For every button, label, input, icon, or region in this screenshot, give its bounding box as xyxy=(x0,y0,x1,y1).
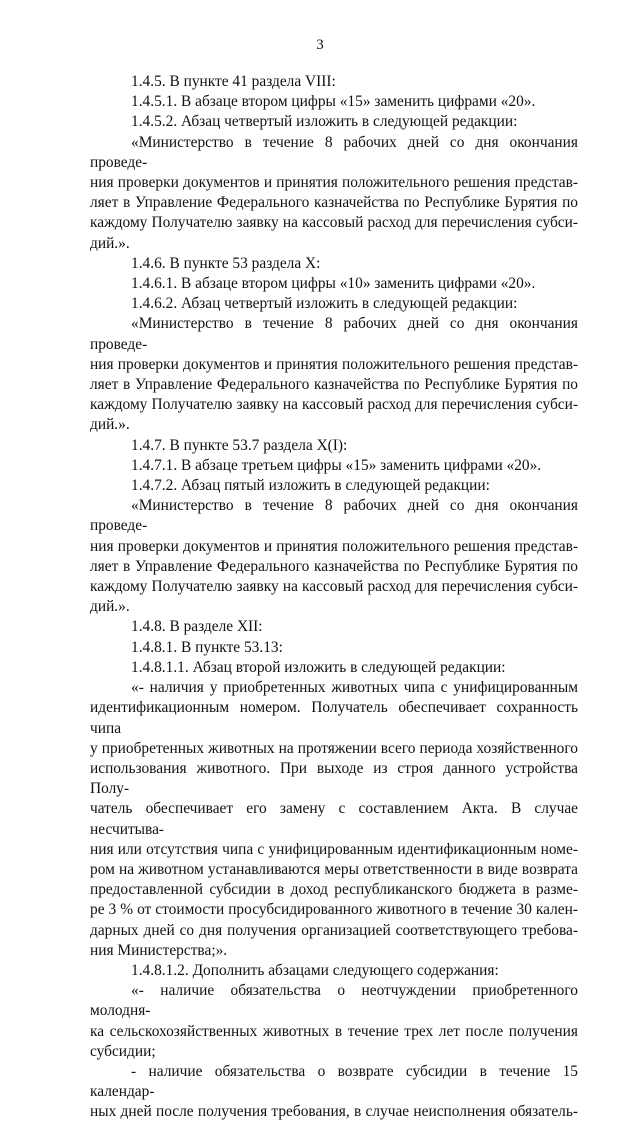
paragraph-line: 1.4.8.1.2. Дополнить абзацами следующего содержания: xyxy=(131,961,499,979)
paragraph xyxy=(90,456,578,476)
document-body xyxy=(90,72,578,1123)
paragraph-line: дарных дней со дня получения организацией соответствующего требова- xyxy=(90,921,578,939)
paragraph-line: 1.4.5. В пункте 41 раздела VIII: xyxy=(131,73,336,90)
paragraph-line: ляет в Управление Федерального казначейства по Республике Бурятия по xyxy=(90,194,578,212)
paragraph-line: ром на животном устанавливаются меры ответственности в виде возврата xyxy=(90,860,578,878)
paragraph-line: 1.4.5.1. В абзаце втором цифры «15» заменить цифрами «20». xyxy=(131,93,536,111)
paragraph-line: 1.4.8.1.1. Абзац второй изложить в следующей редакции: xyxy=(131,658,506,676)
paragraph-line: дий.». xyxy=(90,234,130,252)
paragraph-line: 1.4.6.1. В абзаце втором цифры «10» заменить цифрами «20». xyxy=(131,275,536,293)
paragraph xyxy=(90,617,578,637)
paragraph xyxy=(90,496,578,617)
paragraph-line: ка сельскохозяйственных животных в течение трех лет после получения xyxy=(90,1022,578,1040)
paragraph xyxy=(90,436,578,456)
paragraph-line: «Министерство в течение 8 рабочих дней со дня окончания проведе- xyxy=(90,497,578,535)
paragraph xyxy=(90,314,578,435)
paragraph-line: каждому Получателю заявку на кассовый расход для перечисления субси- xyxy=(90,578,578,596)
paragraph-line: ния проверки документов и принятия положительного решения представ- xyxy=(90,355,578,373)
paragraph-line: ре 3 % от стоимости просубсидированного животного в течение 30 кален- xyxy=(90,901,578,919)
paragraph-line: ния или отсутствия чипа с унифицированным идентификационным номе- xyxy=(90,840,578,858)
paragraph xyxy=(90,254,578,274)
paragraph xyxy=(90,1062,578,1123)
paragraph-line: 1.4.5.2. Абзац четвертый изложить в следующей редакции: xyxy=(131,113,518,131)
paragraph-line: использования животного. При выходе из строя данного устройства Полу- xyxy=(90,759,578,798)
paragraph xyxy=(90,981,578,1062)
paragraph-line: предоставленной субсидии в доход республиканского бюджета в разме- xyxy=(90,881,578,899)
paragraph xyxy=(90,658,578,678)
paragraph-line: «Министерство в течение 8 рабочих дней со дня окончания проведе- xyxy=(90,315,578,353)
page-number: 3 xyxy=(316,37,324,53)
paragraph xyxy=(90,638,578,658)
paragraph-line: чатель обеспечивает его замену с составлением Акта. В случае несчитыва- xyxy=(90,800,578,838)
paragraph-line: дий.». xyxy=(90,598,130,616)
paragraph xyxy=(90,112,578,132)
paragraph-line: «Министерство в течение 8 рабочих дней со дня окончания проведе- xyxy=(90,133,578,171)
paragraph-line: каждому Получателю заявку на кассовый расход для перечисления субси- xyxy=(90,396,578,414)
paragraph-line: 1.4.6. В пункте 53 раздела X: xyxy=(131,254,321,272)
paragraph-line: идентификационным номером. Получатель обеспечивает сохранность чипа xyxy=(90,699,578,737)
paragraph-line: «- наличия у приобретенных животных чипа с унифицированным xyxy=(131,679,578,697)
paragraph-line: ния проверки документов и принятия положительного решения представ- xyxy=(90,174,578,192)
paragraph-line: 1.4.8. В разделе XII: xyxy=(131,618,263,636)
paragraph-line: «- наличие обязательства о неотчуждении приобретенного молодня- xyxy=(90,982,578,1020)
paragraph xyxy=(90,72,578,92)
paragraph-line: 1.4.7. В пункте 53.7 раздела X(I): xyxy=(131,436,348,454)
paragraph-line: ляет в Управление Федерального казначейства по Республике Бурятия по xyxy=(90,557,578,575)
paragraph-line: субсидии; xyxy=(90,1042,156,1060)
paragraph xyxy=(90,476,578,496)
paragraph-line: каждому Получателю заявку на кассовый расход для перечисления субси- xyxy=(90,214,578,232)
paragraph-line: дий.». xyxy=(90,416,130,434)
paragraph-line: - наличие обязательства о возврате субсидии в течение 15 календар- xyxy=(90,1062,578,1101)
paragraph xyxy=(90,294,578,314)
paragraph-line: ния проверки документов и принятия положительного решения представ- xyxy=(90,537,578,555)
paragraph xyxy=(90,678,578,961)
paragraph-line: 1.4.7.2. Абзац пятый изложить в следующей редакции: xyxy=(131,477,490,495)
paragraph-line: 1.4.6.2. Абзац четвертый изложить в следующей редакции: xyxy=(131,295,518,313)
paragraph xyxy=(90,133,578,254)
paragraph xyxy=(90,92,578,112)
paragraph-line: у приобретенных животных на протяжении всего периода хозяйственного xyxy=(90,739,578,757)
paragraph-line: ния Министерства;». xyxy=(90,941,228,959)
paragraph-line: 1.4.7.1. В абзаце третьем цифры «15» заменить цифрами «20». xyxy=(131,456,542,474)
paragraph xyxy=(90,274,578,294)
paragraph-line: ных дней после получения требования, в случае неисполнения обязатель- xyxy=(90,1103,578,1121)
paragraph xyxy=(90,961,578,981)
paragraph-line: 1.4.8.1. В пункте 53.13: xyxy=(131,638,283,656)
paragraph-line: ляет в Управление Федерального казначейства по Республике Бурятия по xyxy=(90,376,578,394)
